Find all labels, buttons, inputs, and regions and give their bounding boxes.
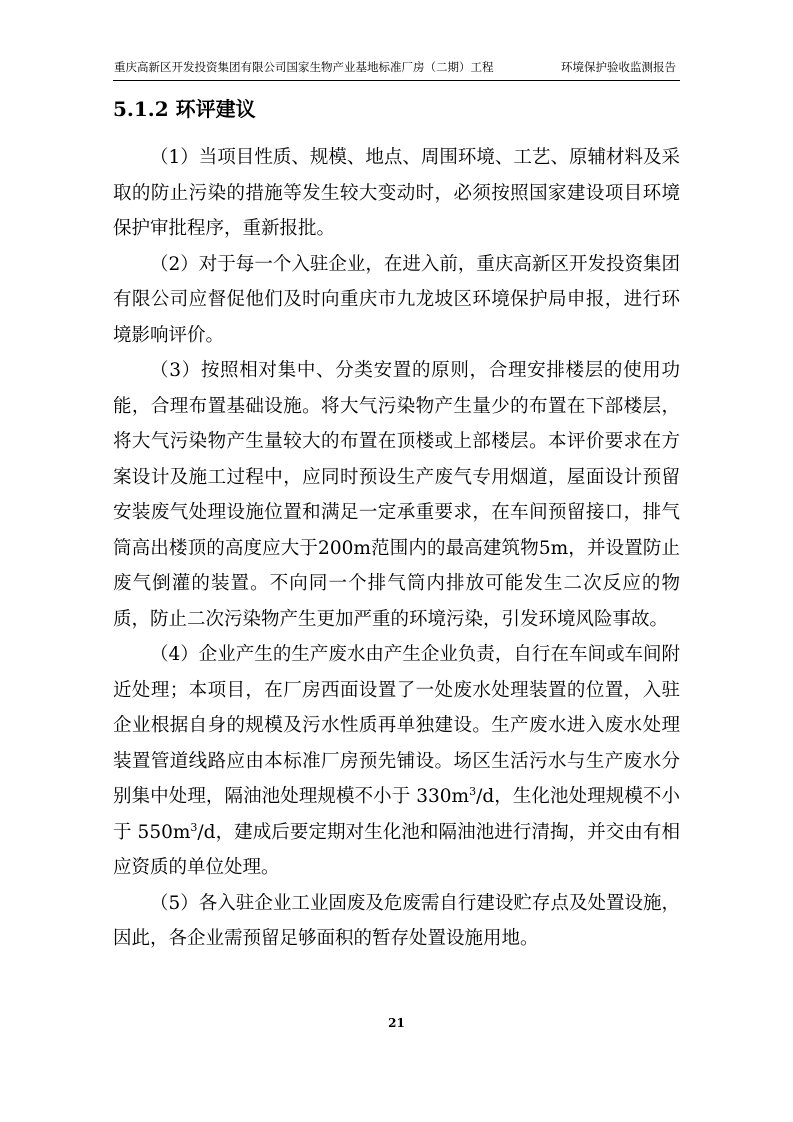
paragraph-4-part-2: /d，生化池处理规模不小于 550m: [113, 786, 680, 843]
paragraph-1: （1）当项目性质、规模、地点、周围环境、工艺、原辅材料及采取的防止污染的措施等发生较大变动时，必须按照国家建设项目环境保护审批程序，重新报批。: [113, 147, 680, 239]
paragraph-5: （5）各入驻企业工业固废及危废需自行建设贮存点及处置设施，因此，各企业需预留足够面积的暂存处置设施用地。: [113, 892, 680, 949]
header-report-type: 环境保护验收监测报告: [561, 60, 676, 74]
paragraph-2: （2）对于每一个入驻企业，在进入前，重庆高新区开发投资集团有限公司应督促他们及时向重庆市九龙坡区环境保护局申报，进行环境影响评价。: [113, 253, 680, 346]
page-number: 21: [388, 1016, 405, 1030]
page-header: [113, 58, 680, 81]
superscript-cubic-2: 3: [190, 820, 198, 834]
paragraph-4-part-1: （4）企业产生的生产废水由产生企业负责，自行在车间或车间附近处理；本项目，在厂房西面设置了一处废水处理装置的位置，入驻企业根据自身的规模及污水性质再单独建设。生产废水进入废水处理装置管道线路应由本标准厂房预先铺设。场区生活污水与生产废水分别集中处理，隔油池处理规模不小于 330m: [113, 644, 680, 807]
paragraph-3: （3）按照相对集中、分类安置的原则，合理安排楼层的使用功能，合理布置基础设施。将大气污染物产生量少的布置在下部楼层，将大气污染物产生量较大的布置在顶楼或上部楼层。本评价要求在方案设计及施工过程中，应同时预设生产废气专用烟道，屋面设计预留安装废气处理设施位置和满足一定承重要求，在车间预留接口，排气筒高出楼顶的高度应大于200m范围内的最高建筑物5m，并设置防止废气倒灌的装置。不向同一个排气筒内排放可能发生二次反应的物质，防止二次污染物产生更加严重的环境污染，引发环境风险事故。: [113, 360, 680, 630]
body-text: [113, 140, 680, 957]
section-heading: 5.1.2 环评建议: [113, 97, 256, 121]
superscript-cubic-1: 3: [469, 785, 477, 798]
header-project-title: 重庆高新区开发投资集团有限公司国家生物产业基地标准厂房（二期）工程: [114, 60, 494, 74]
paragraph-4-part-3: /d，建成后要定期对生化池和隔油池进行清掏，并交由有相应资质的单位处理。: [113, 821, 681, 878]
paragraph-4: [113, 637, 680, 886]
